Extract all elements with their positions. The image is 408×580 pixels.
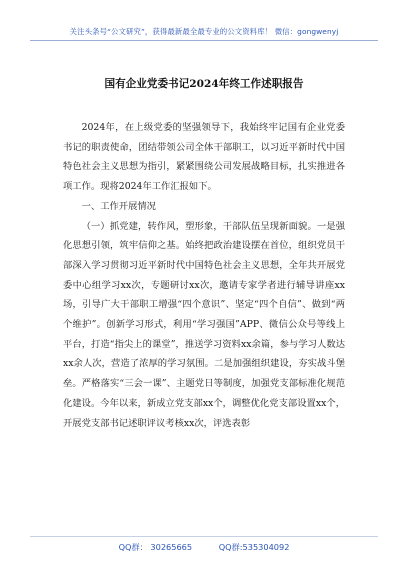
header-divider xyxy=(30,40,378,41)
intro-paragraph: 2024年，在上级党委的坚强领导下，我始终牢记国有企业党委书记的职责使命，团结带领公司全体干部职工，以习近平新时代中国特色社会主义思想为指引，紧紧围绕公司发展战略目标，扎实推进各项工作。现将2024年工作汇报如下。 xyxy=(63,122,345,193)
footer-divider xyxy=(30,536,378,537)
document-title: 国有企业党委书记2024年终工作述职报告 xyxy=(104,78,304,90)
promo-header: 关注头条号“公文研究”，获得最新最全最专业的公文资料库！ 微信：gongwenyj xyxy=(69,27,339,36)
footer-contact xyxy=(0,542,408,553)
document-body xyxy=(63,118,345,433)
section-heading: 一、工作开展情况 xyxy=(81,200,156,212)
footer-qq-group-1: QQ群： 30265665 xyxy=(118,542,193,552)
subsection-paragraph: （一）抓党建，转作风，塑形象，干部队伍呈现新面貌。一是强化思想引领，筑牢信仰之基。始终把政治建设摆在首位，组织党员干部深入学习贯彻习近平新时代中国特色社会主义思想，全年共开展党委中心组学习xx次，专题研讨xx次，邀请专家学者进行辅导讲座xx场，引导广大干部职工增强“四个意识”、坚定“四个自信”、做到“两个维护”。创新学习形式，利用“学习强国”APP、微信公众号等线上平台，打造“指尖上的课堂”，推送学习资料xx余篇，参与学习人数达xx余人次，营造了浓厚的学习氛围。二是加强组织建设，夯实战斗堡垒。严格落实“三会一课”、主题党日等制度，加强党支部标准化规范化建设。今年以来，新成立党支部xx个，调整优化党支部设置xx个，开展党支部书记述职评议考核xx次，评选表彰 xyxy=(63,220,345,429)
footer-qq-group-2: QQ群:535304092 xyxy=(218,542,290,552)
